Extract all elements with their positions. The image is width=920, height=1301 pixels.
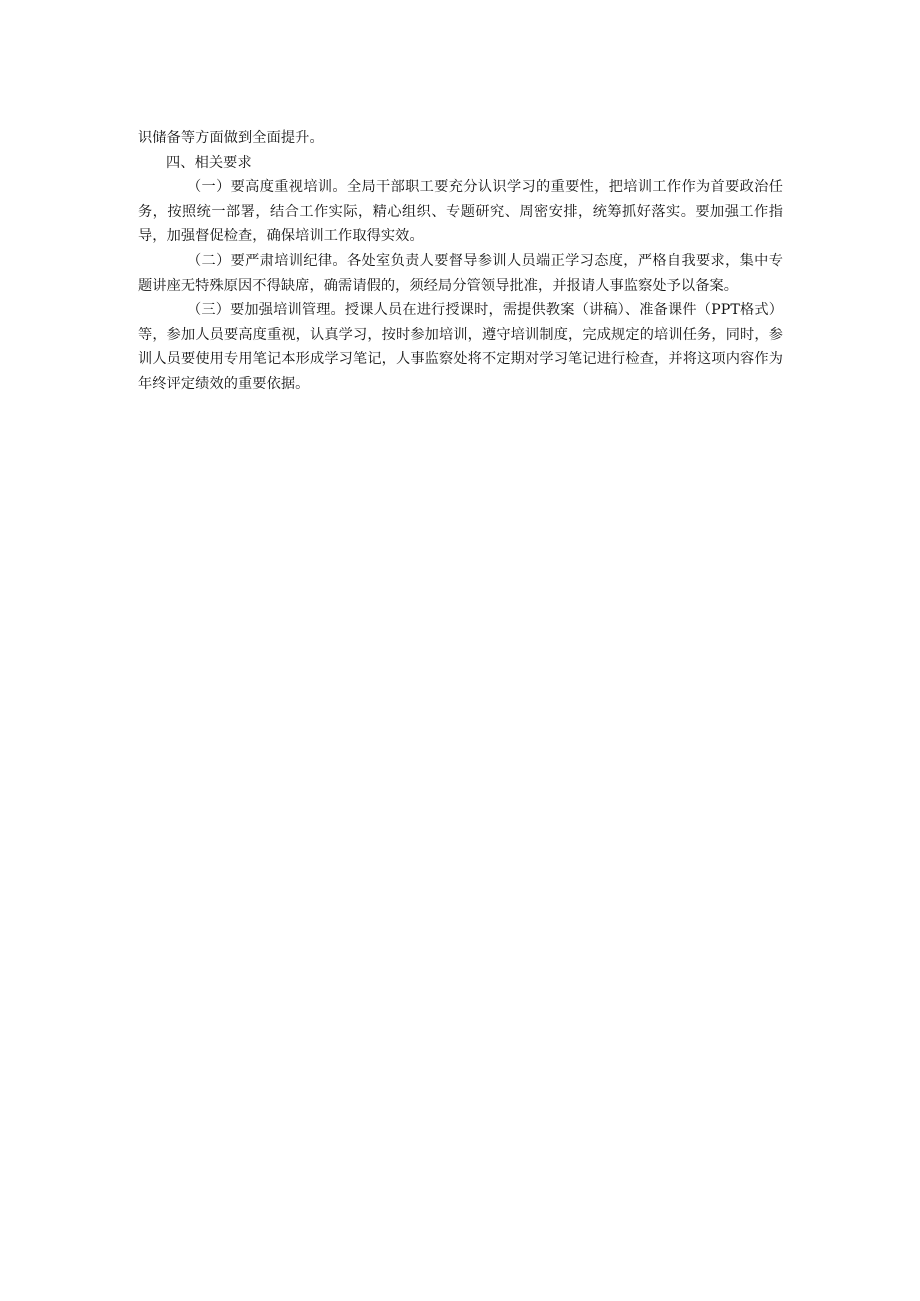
requirement-paragraph-3: （三）要加强培训管理。授课人员在进行授课时，需提供教案（讲稿）、准备课件（PPT格式）等，参加人员要高度重视，认真学习，按时参加培训，遵守培训制度，完成规定的培训任务，同时，参训人员要使用专用笔记本形成学习笔记，人事监察处将不定期对学习笔记进行检查，并将这项内容作为年终评定绩效的重要依据。 <box>138 302 783 392</box>
continued-paragraph: 识储备等方面做到全面提升。 <box>138 130 324 146</box>
requirement-paragraph-1: （一）要高度重视培训。全局干部职工要充分认识学习的重要性，把培训工作作为首要政治任务，按照统一部署，结合工作实际，精心组织、专题研究、周密安排，统筹抓好落实。要加强工作指导，加强督促检查，确保培训工作取得实效。 <box>138 179 783 245</box>
section-heading: 四、相关要求 <box>166 154 252 171</box>
document-body <box>138 126 783 397</box>
requirement-paragraph-2: （二）要严肃培训纪律。各处室负责人要督导参训人员端正学习态度，严格自我要求，集中专题讲座无特殊原因不得缺席，确需请假的，须经局分管领导批准，并报请人事监察处予以备案。 <box>138 252 783 294</box>
